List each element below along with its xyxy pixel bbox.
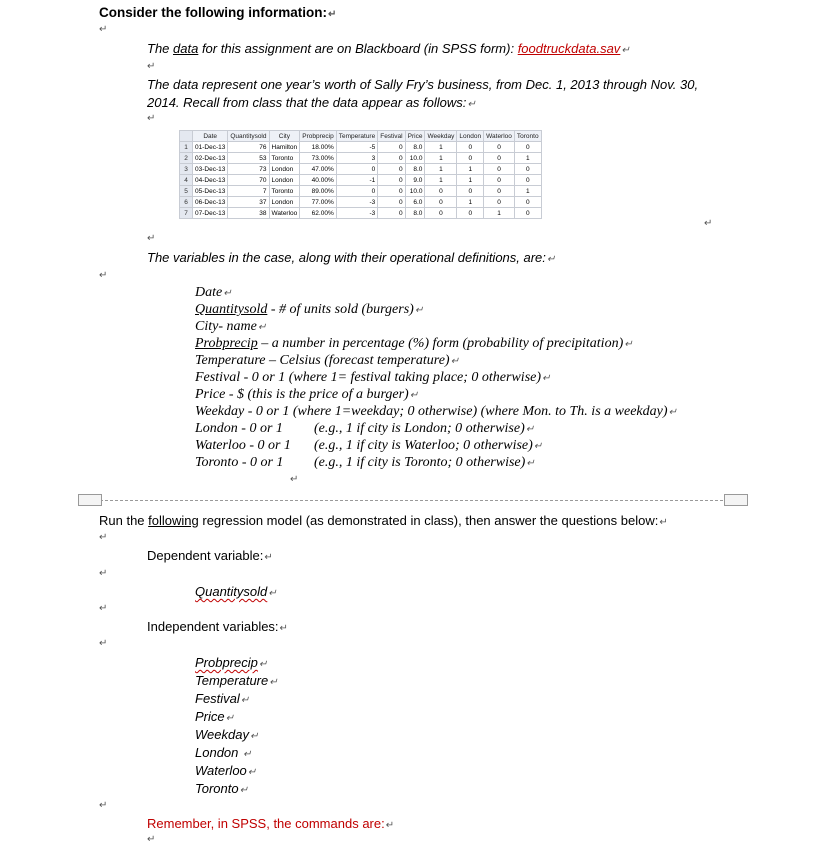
table-cell: 1 bbox=[457, 197, 484, 208]
paragraph-mark: ↵ bbox=[99, 532, 108, 543]
table-cell: Toronto bbox=[269, 153, 300, 164]
table-cell: 0 bbox=[484, 164, 515, 175]
paragraph-mark: ↵ bbox=[99, 800, 108, 811]
table-cell: 0 bbox=[378, 175, 405, 186]
table-row bbox=[180, 164, 542, 175]
paragraph-mark: ↵ bbox=[99, 568, 108, 579]
table-cell: -5 bbox=[336, 142, 378, 153]
table-cell: 0 bbox=[514, 197, 541, 208]
table-cell: 0 bbox=[336, 186, 378, 197]
table-row bbox=[180, 175, 542, 186]
table-row bbox=[180, 153, 542, 164]
table-cell: 1 bbox=[457, 175, 484, 186]
def-london-example: (e.g., 1 if city is London; 0 otherwise)↵ bbox=[314, 421, 535, 436]
column-header: Waterloo bbox=[484, 131, 515, 142]
table-cell: 0 bbox=[457, 142, 484, 153]
def-date: Date↵ bbox=[195, 285, 232, 300]
independent-var-temperature: Temperature↵ bbox=[195, 673, 278, 688]
table-cell: 1 bbox=[484, 208, 515, 219]
column-header: Date bbox=[193, 131, 228, 142]
independent-label: Independent variables:↵ bbox=[147, 619, 288, 634]
run-line: Run the following regression model (as demonstrated in class), then answer the questions below:↵ bbox=[99, 513, 668, 528]
section-divider bbox=[80, 500, 738, 501]
page-break-marker bbox=[78, 494, 102, 506]
def-probprecip: Probprecip – a number in percentage (%) form (probability of precipitation)↵ bbox=[195, 336, 633, 351]
row-number-cell: 4 bbox=[180, 175, 193, 186]
table-cell: 40.00% bbox=[300, 175, 336, 186]
table-cell: 03-Dec-13 bbox=[193, 164, 228, 175]
table-cell: London bbox=[269, 175, 300, 186]
table-cell: 9.0 bbox=[405, 175, 425, 186]
table-cell: 1 bbox=[425, 142, 457, 153]
def-quantitysold: Quantitysold - # of units sold (burgers)↵ bbox=[195, 302, 424, 317]
independent-var-toronto: Toronto↵ bbox=[195, 781, 248, 796]
column-header: Toronto bbox=[514, 131, 541, 142]
table-cell: 0 bbox=[457, 186, 484, 197]
table-cell: 47.00% bbox=[300, 164, 336, 175]
table-cell: Hamilton bbox=[269, 142, 300, 153]
table-cell: 53 bbox=[228, 153, 269, 164]
table-cell: 8.0 bbox=[405, 164, 425, 175]
def-temperature: Temperature – Celsius (forecast temperature)↵ bbox=[195, 353, 459, 368]
table-cell: 0 bbox=[378, 186, 405, 197]
table-cell: 0 bbox=[484, 142, 515, 153]
column-header: London bbox=[457, 131, 484, 142]
table-cell: 1 bbox=[425, 164, 457, 175]
column-header: Price bbox=[405, 131, 425, 142]
table-cell: 0 bbox=[514, 142, 541, 153]
table-cell: 02-Dec-13 bbox=[193, 153, 228, 164]
def-toronto-example: (e.g., 1 if city is Toronto; 0 otherwise)↵ bbox=[314, 455, 535, 470]
table-cell: 0 bbox=[378, 142, 405, 153]
paragraph-mark: ↵ bbox=[290, 474, 299, 485]
table-cell: 1 bbox=[514, 153, 541, 164]
table-cell: 0 bbox=[484, 175, 515, 186]
table-cell: 0 bbox=[457, 153, 484, 164]
table-cell: 37 bbox=[228, 197, 269, 208]
table-cell: 1 bbox=[514, 186, 541, 197]
table-cell: 1 bbox=[425, 175, 457, 186]
table-cell: 0 bbox=[425, 208, 457, 219]
table-cell: 1 bbox=[425, 153, 457, 164]
paragraph-mark: ↵ bbox=[99, 24, 108, 35]
reminder-text: Remember, in SPSS, the commands are:↵ bbox=[147, 816, 395, 831]
spss-data-table bbox=[179, 130, 542, 219]
independent-var-london: London ↵ bbox=[195, 745, 252, 760]
table-cell: 0 bbox=[514, 175, 541, 186]
table-cell: 01-Dec-13 bbox=[193, 142, 228, 153]
table-cell: 18.00% bbox=[300, 142, 336, 153]
table-row bbox=[180, 186, 542, 197]
table-cell: 0 bbox=[336, 164, 378, 175]
def-city: City- name↵ bbox=[195, 319, 267, 334]
table-cell: 10.0 bbox=[405, 186, 425, 197]
table-cell: 0 bbox=[484, 186, 515, 197]
table-cell: 8.0 bbox=[405, 208, 425, 219]
paragraph-mark: ↵ bbox=[147, 113, 156, 124]
independent-var-probprecip: Probprecip↵ bbox=[195, 655, 268, 670]
table-cell: 0 bbox=[378, 153, 405, 164]
table-cell: 62.00% bbox=[300, 208, 336, 219]
independent-var-weekday: Weekday↵ bbox=[195, 727, 259, 742]
paragraph-mark: ↵ bbox=[147, 834, 156, 845]
table-cell: 0 bbox=[378, 197, 405, 208]
table-cell: 1 bbox=[457, 164, 484, 175]
dependent-label: Dependent variable:↵ bbox=[147, 548, 273, 563]
table-row bbox=[180, 142, 542, 153]
table-row bbox=[180, 197, 542, 208]
file-link[interactable]: foodtruckdata.sav bbox=[517, 41, 621, 56]
table-cell: 76 bbox=[228, 142, 269, 153]
table-cell: 0 bbox=[425, 197, 457, 208]
table-cell: Waterloo bbox=[269, 208, 300, 219]
table-cell: 3 bbox=[336, 153, 378, 164]
table-cell: 07-Dec-13 bbox=[193, 208, 228, 219]
column-header: City bbox=[269, 131, 300, 142]
paragraph-mark: ↵ bbox=[147, 61, 156, 72]
paragraph-mark: ↵ bbox=[704, 218, 713, 229]
table-cell: 0 bbox=[457, 208, 484, 219]
table-cell: 6.0 bbox=[405, 197, 425, 208]
def-waterloo-example: (e.g., 1 if city is Waterloo; 0 otherwise)↵ bbox=[314, 438, 543, 453]
table-cell: -1 bbox=[336, 175, 378, 186]
def-price: Price - $ (this is the price of a burger)↵ bbox=[195, 387, 419, 402]
row-number-header bbox=[180, 131, 193, 142]
table-cell: London bbox=[269, 164, 300, 175]
table-cell: 0 bbox=[484, 197, 515, 208]
row-number-cell: 2 bbox=[180, 153, 193, 164]
column-header: Weekday bbox=[425, 131, 457, 142]
table-cell: 7 bbox=[228, 186, 269, 197]
paragraph-mark: ↵ bbox=[99, 603, 108, 614]
table-cell: London bbox=[269, 197, 300, 208]
def-festival: Festival - 0 or 1 (where 1= festival taking place; 0 otherwise)↵ bbox=[195, 370, 551, 385]
table-cell: -3 bbox=[336, 197, 378, 208]
table-cell: 10.0 bbox=[405, 153, 425, 164]
table-cell: 8.0 bbox=[405, 142, 425, 153]
def-waterloo: Waterloo - 0 or 1 bbox=[195, 438, 291, 453]
column-header: Temperature bbox=[336, 131, 378, 142]
table-cell: Toronto bbox=[269, 186, 300, 197]
table-cell: 0 bbox=[484, 153, 515, 164]
row-number-cell: 3 bbox=[180, 164, 193, 175]
table-cell: 0 bbox=[514, 208, 541, 219]
independent-var-price: Price↵ bbox=[195, 709, 235, 724]
table-cell: 0 bbox=[514, 164, 541, 175]
paragraph-mark: ↵ bbox=[147, 233, 156, 244]
page-break-marker bbox=[724, 494, 748, 506]
table-cell: 70 bbox=[228, 175, 269, 186]
table-cell: 06-Dec-13 bbox=[193, 197, 228, 208]
def-weekday: Weekday - 0 or 1 (where 1=weekday; 0 otherwise) (where Mon. to Th. is a weekday)↵ bbox=[195, 404, 677, 419]
data-line: The data for this assignment are on Blackboard (in SPSS form): foodtruckdata.sav↵ bbox=[147, 41, 630, 56]
table-cell: 05-Dec-13 bbox=[193, 186, 228, 197]
paragraph-mark: ↵ bbox=[99, 638, 108, 649]
row-number-cell: 6 bbox=[180, 197, 193, 208]
variables-intro: The variables in the case, along with their operational definitions, are:↵ bbox=[147, 250, 556, 265]
table-row bbox=[180, 208, 542, 219]
table-cell: 73 bbox=[228, 164, 269, 175]
table-cell: 0 bbox=[378, 208, 405, 219]
column-header: Probprecip bbox=[300, 131, 336, 142]
row-number-cell: 7 bbox=[180, 208, 193, 219]
table-cell: 0 bbox=[378, 164, 405, 175]
intro-line-1: The data represent one year’s worth of Sally Fry’s business, from Dec. 1, 2013 through Nov. 30, bbox=[147, 77, 699, 92]
table-cell: -3 bbox=[336, 208, 378, 219]
table-cell: 04-Dec-13 bbox=[193, 175, 228, 186]
independent-var-festival: Festival↵ bbox=[195, 691, 250, 706]
table-header-row bbox=[180, 131, 542, 142]
row-number-cell: 5 bbox=[180, 186, 193, 197]
table-cell: 77.00% bbox=[300, 197, 336, 208]
column-header: Festival bbox=[378, 131, 405, 142]
column-header: Quantitysold bbox=[228, 131, 269, 142]
table-cell: 0 bbox=[425, 186, 457, 197]
table-cell: 38 bbox=[228, 208, 269, 219]
independent-var-waterloo: Waterloo↵ bbox=[195, 763, 257, 778]
table-cell: 73.00% bbox=[300, 153, 336, 164]
def-toronto: Toronto - 0 or 1 bbox=[195, 455, 284, 470]
intro-line-2: 2014. Recall from class that the data appear as follows:↵ bbox=[147, 95, 476, 110]
def-london: London - 0 or 1 bbox=[195, 421, 283, 436]
dependent-variable: Quantitysold↵ bbox=[195, 584, 277, 599]
table-cell: 89.00% bbox=[300, 186, 336, 197]
row-number-cell: 1 bbox=[180, 142, 193, 153]
paragraph-mark: ↵ bbox=[99, 270, 108, 281]
heading: Consider the following information:↵ bbox=[99, 5, 337, 20]
